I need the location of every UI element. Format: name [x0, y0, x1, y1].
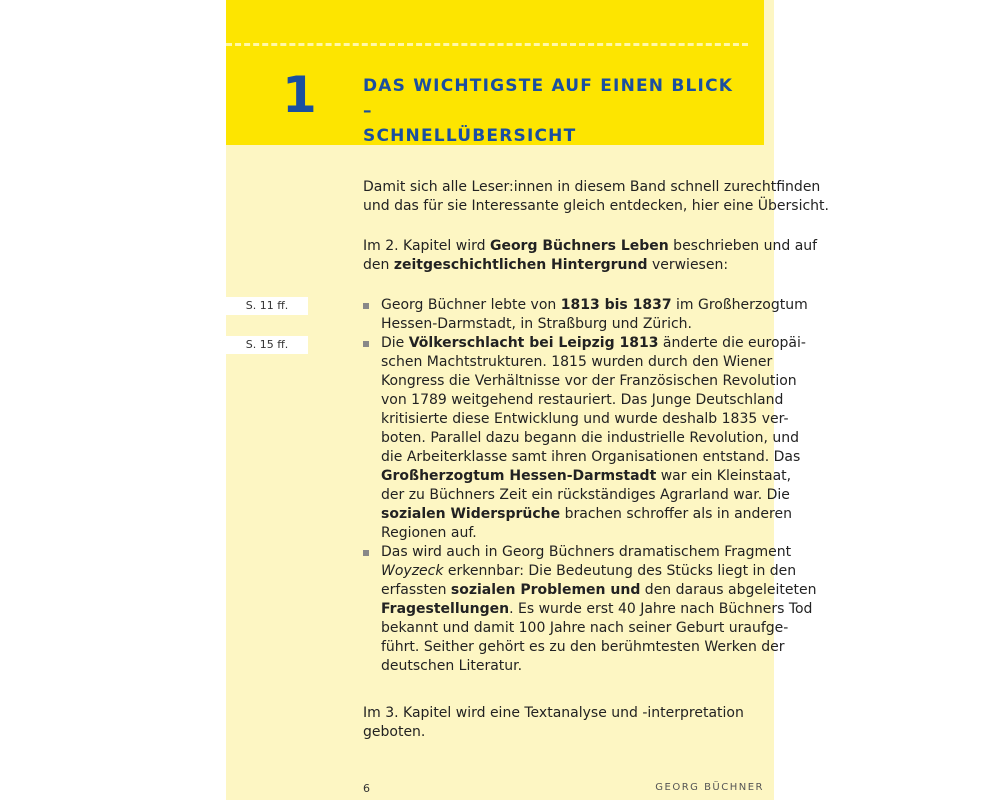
chapter-number: 1	[282, 66, 317, 124]
intro-line: Damit sich alle Leser:innen in diesem Band schnell zurechtfinden	[363, 179, 821, 195]
chapter-title-line-1: DAS WICHTIGSTE AUF EINEN BLICK –	[363, 76, 734, 121]
square-bullet-icon	[363, 550, 369, 556]
chapter-3-paragraph: Im 3. Kapitel wird eine Textanalyse und -interpretation geboten.	[363, 705, 744, 740]
chapter-title-line-2: SCHNELLÜBERSICHT	[363, 126, 577, 146]
square-bullet-icon	[363, 341, 369, 347]
margin-page-reference: S. 15 ff.	[226, 336, 308, 354]
book-page	[226, 0, 829, 800]
bullet-item-buechner-dates: Georg Büchner lebte von 1813 bis 1837 im Großherzogtum Hessen-Darmstadt, in Straßburg und Zürich.	[363, 296, 775, 334]
chapter-2-line-2: den zeitgeschichtlichen Hintergrund verwiesen:	[363, 257, 729, 273]
bullet-item-woyzeck: Das wird auch in Georg Büchners dramatischem Fragment Woyzeck erkennbar: Die Bedeutung des Stücks liegt in den erfassten sozialen Problemen und den daraus abgeleiteten Fragestellungen. Es wurde erst 40 Jahre nach Büchners Tod bekannt und damit 100 Jahre nach seiner Geburt uraufge- führt. Seither gehört es zu den berühmtesten Werken der deutschen Literatur.	[363, 543, 775, 676]
chapter-2-paragraph	[363, 237, 818, 275]
intro-line: und das für sie Interessante gleich entdecken, hier eine Übersicht.	[363, 198, 829, 214]
chapter-title	[363, 74, 743, 149]
intro-paragraph	[363, 178, 829, 216]
chapter-2-line-1: Im 2. Kapitel wird Georg Büchners Leben beschrieben und auf	[363, 238, 818, 254]
overview-bullet-list	[363, 296, 817, 676]
decorative-dashed-line	[226, 43, 748, 46]
page-number: 6	[363, 782, 370, 795]
running-footer-author: GEORG BÜCHNER	[655, 782, 764, 793]
square-bullet-icon	[363, 303, 369, 309]
margin-page-reference: S. 11 ff.	[226, 297, 308, 315]
chapter-header-band	[226, 0, 764, 145]
bullet-item-historical-context: Die Völkerschlacht bei Leipzig 1813 änderte die europäi- schen Machtstrukturen. 1815 wurden durch den Wiener Kongress die Verhältnisse vor der Französischen Revolution von 1789 weitgehend restauriert. Das Junge Deutschland kritisierte diese Entwicklung und wurde deshalb 1835 ver- boten. Parallel dazu begann die industrielle Revolution, und die Arbeiterklasse samt ihren Organisationen entstand. Das Großherzogtum Hessen-Darmstadt war ein Kleinstaat, der zu Büchners Zeit ein rückständiges Agrarland war. Die sozialen Widersprüche brachen schroffer als in anderen Regionen auf.	[363, 334, 775, 543]
